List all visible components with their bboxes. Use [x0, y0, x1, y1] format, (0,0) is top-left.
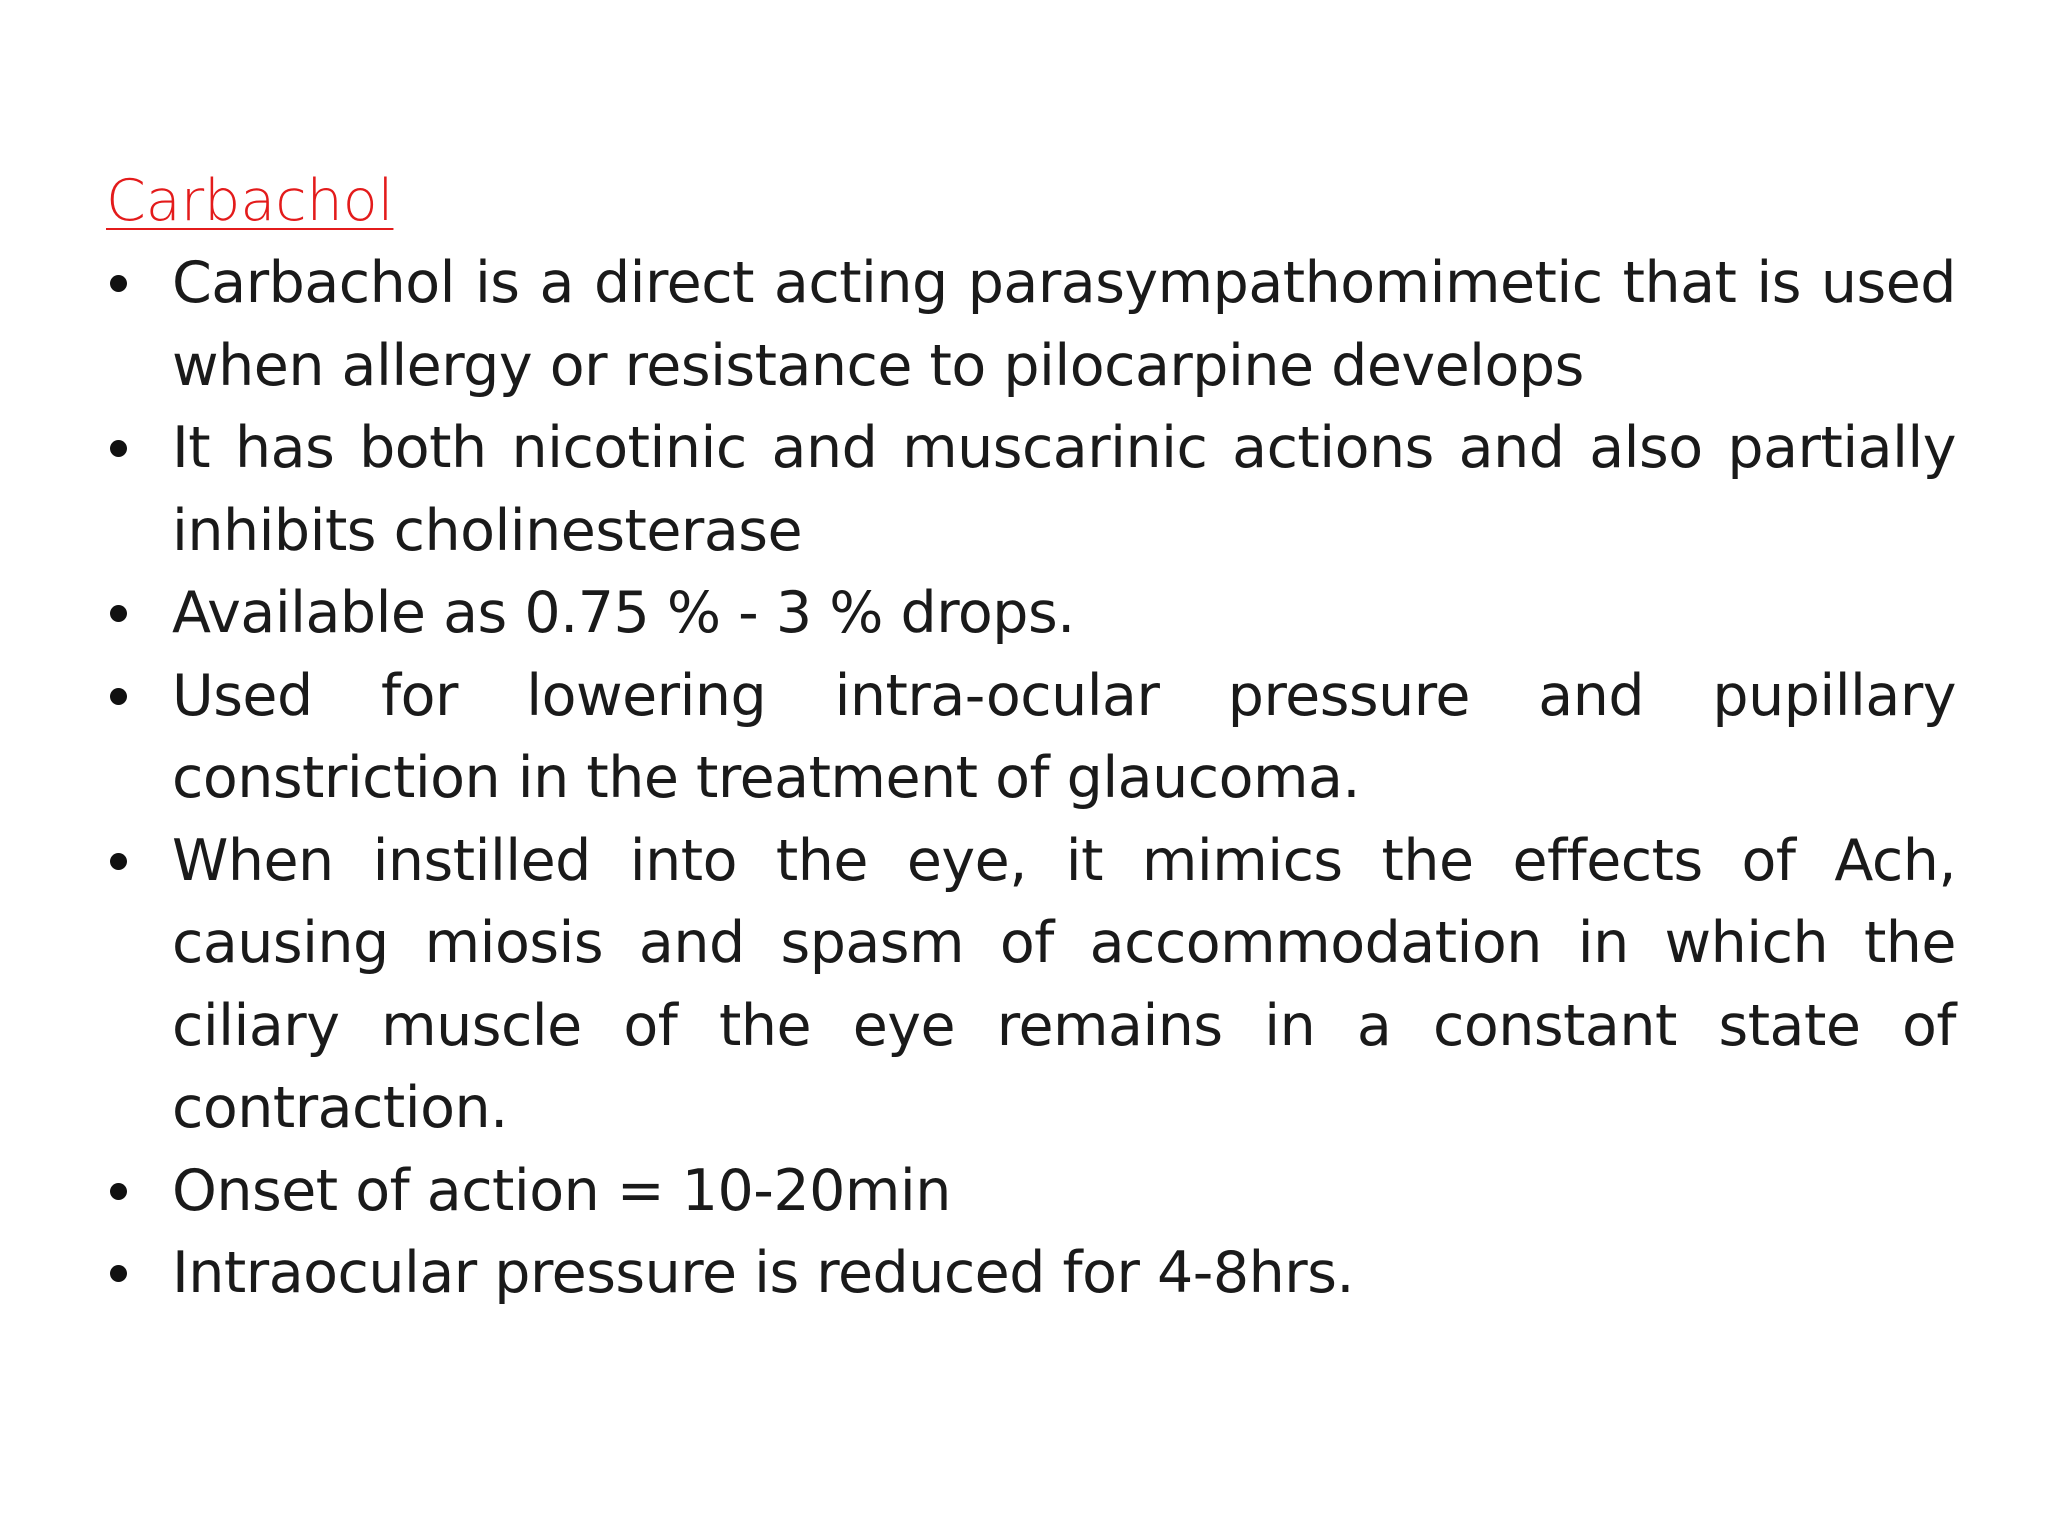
bullet-text: It has both nicotinic and muscarinic actions and also partially inhibits cholinesterase — [172, 415, 1956, 564]
bullet-item — [106, 407, 1956, 572]
bullet-dot-icon — [110, 605, 127, 622]
bullet-text: Onset of action = 10-20min — [172, 1157, 951, 1224]
bullet-text: Available as 0.75 % - 3 % drops. — [172, 580, 1075, 646]
bullet-text: Used for lowering intra-ocular pressure and pupillary constriction in the treatment of glaucoma. — [172, 662, 1956, 811]
bullet-text: Intraocular pressure is reduced for 4-8hrs. — [172, 1240, 1355, 1306]
slide-content — [106, 160, 1956, 1315]
bullet-item — [106, 1150, 1956, 1233]
bullet-item — [106, 655, 1956, 820]
bullet-item — [106, 572, 1956, 655]
bullet-item — [106, 820, 1956, 1150]
bullet-dot-icon — [110, 275, 127, 292]
bullet-item — [106, 1232, 1956, 1315]
bullet-text: When instilled into the eye, it mimics the effects of Ach, causing miosis and spasm of accommodation in which the ciliary muscle of the eye remains in a constant state of contraction. — [172, 827, 1956, 1141]
bullet-dot-icon — [110, 1265, 127, 1282]
bullet-list — [106, 242, 1956, 1315]
bullet-item — [106, 242, 1956, 407]
bullet-dot-icon — [110, 1183, 127, 1200]
bullet-dot-icon — [110, 440, 127, 457]
bullet-text: Carbachol is a direct acting parasympathomimetic that is used when allergy or resistance to pilocarpine develops — [172, 250, 1956, 399]
slide-title: Carbachol — [106, 168, 394, 234]
bullet-dot-icon — [110, 688, 127, 705]
bullet-dot-icon — [110, 853, 127, 870]
